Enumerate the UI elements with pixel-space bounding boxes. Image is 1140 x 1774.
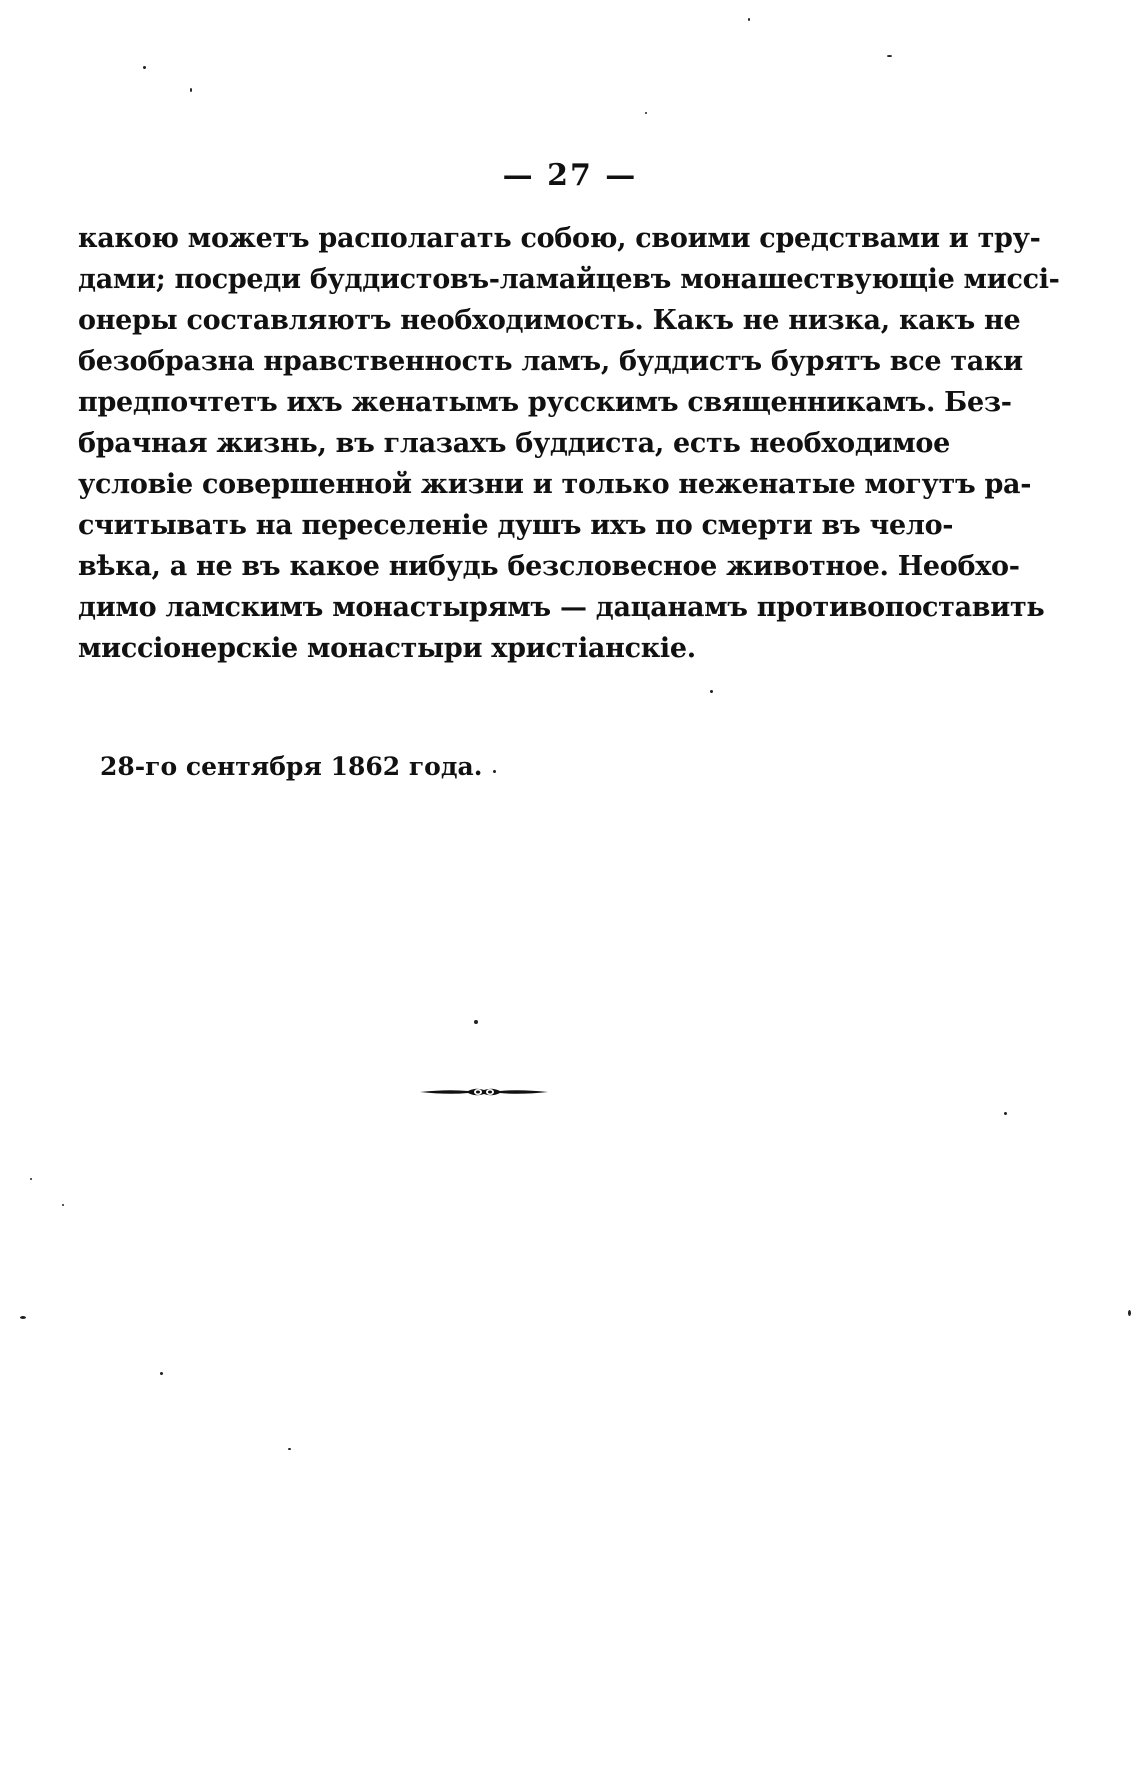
text-line-1: какою можетъ располагать собою, своими средствами и тру- — [78, 223, 1041, 254]
text-line-2: дами; посреди буддистовъ-ламайцевъ монашествующіе миссі- — [78, 264, 1060, 295]
scan-speck — [190, 88, 192, 92]
text-line-10: димо ламскимъ монастырямъ — дацанамъ противопоставить — [78, 592, 1045, 623]
dateline: 28-го сентября 1862 года. — [100, 752, 483, 781]
text-line-7: условіе совершенной жизни и только неженатые могутъ ра- — [78, 469, 1032, 500]
scan-speck — [62, 1204, 64, 1206]
text-line-5: предпочтетъ ихъ женатымъ русскимъ священникамъ. Без- — [78, 387, 1012, 418]
scan-speck — [30, 1178, 32, 1180]
scan-speck — [160, 1372, 163, 1375]
scan-speck — [288, 1448, 291, 1450]
body-text — [78, 218, 1060, 669]
text-line-11: миссіонерскіе монастыри христіанскіе. — [78, 633, 696, 664]
text-line-8: считывать на переселеніе душъ ихъ по смерти въ чело- — [78, 510, 954, 541]
scan-speck — [887, 55, 892, 57]
scan-speck — [748, 18, 750, 21]
text-line-3: онеры составляютъ необходимость. Какъ не низка, какъ не — [78, 305, 1021, 336]
scan-speck — [1128, 1310, 1131, 1316]
text-line-6: брачная жизнь, въ глазахъ буддиста, есть необходимое — [78, 428, 951, 459]
scan-speck — [493, 770, 496, 773]
scan-speck — [710, 690, 713, 693]
scan-speck — [143, 66, 146, 69]
scan-speck — [20, 1316, 26, 1319]
scan-speck — [1004, 1112, 1007, 1115]
scan-speck — [474, 1020, 478, 1024]
tailpiece-ornament — [418, 1084, 550, 1100]
text-line-4: безобразна нравственность ламъ, буддистъ бурятъ все таки — [78, 346, 1023, 377]
scan-speck — [645, 112, 647, 114]
text-line-9: вѣка, а не въ какое нибудь безсловесное животное. Необхо- — [78, 551, 1020, 582]
page-number: — 27 — — [502, 158, 638, 193]
